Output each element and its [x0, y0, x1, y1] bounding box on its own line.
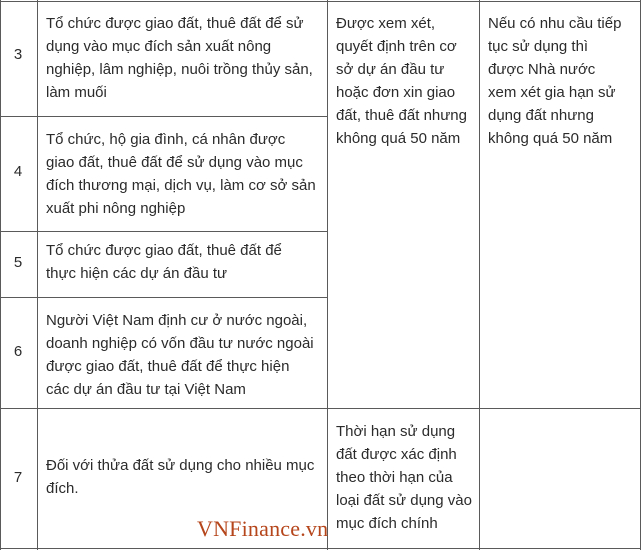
row-number: 4	[13, 163, 23, 180]
table-border-top	[0, 1, 641, 2]
row-divider-6-7	[0, 408, 641, 409]
column-divider-2	[327, 0, 328, 550]
column-divider-3	[479, 0, 480, 550]
table-border-left	[0, 0, 1, 550]
row-number: 3	[13, 46, 23, 63]
watermark-logo: VNFinance.vn	[197, 516, 329, 541]
row-subject: Tổ chức được giao đất, thuê đất để thực hiện các dự án đầu tư	[46, 242, 282, 282]
row-divider-4-5	[0, 231, 328, 232]
row-subject: Người Việt Nam định cư ở nước ngoài, doanh nghiệp có vốn đầu tư nước ngoài được giao đất, thuê đất để thực hiện các dự án đầu tư tại Việt Nam	[46, 312, 314, 398]
table-border-right	[640, 0, 641, 550]
row-subject: Đối với thửa đất sử dụng cho nhiều mục đích.	[46, 457, 315, 497]
row-subject: Tổ chức được giao đất, thuê đất để sử dụng vào mục đích sản xuất nông nghiệp, lâm nghiệp, nuôi trồng thủy sản, làm muối	[46, 15, 313, 101]
land-use-term-cell: Được xem xét, quyết định trên cơ sở dự án đầu tư hoặc đơn xin giao đất, thuê đất nhưng không quá 50 năm	[336, 15, 467, 147]
row-divider-3-4	[0, 116, 328, 117]
table-border-bottom	[0, 548, 641, 549]
land-use-term-cell-row-7: Thời hạn sử dụng đất được xác định theo thời hạn của loại đất sử dụng vào mục đích chính	[336, 423, 472, 532]
row-number: 6	[13, 343, 23, 360]
column-divider-1	[37, 0, 38, 550]
row-divider-5-6	[0, 297, 328, 298]
row-subject: Tổ chức, hộ gia đình, cá nhân được giao đất, thuê đất để sử dụng vào mục đích thương mại, dịch vụ, làm cơ sở sản xuất phi nông nghiệp	[46, 131, 316, 217]
extension-cell: Nếu có nhu cầu tiếp tục sử dụng thì được Nhà nước xem xét gia hạn sử dụng đất nhưng không quá 50 năm	[488, 15, 622, 147]
row-number: 5	[13, 254, 23, 271]
row-number: 7	[13, 469, 23, 486]
